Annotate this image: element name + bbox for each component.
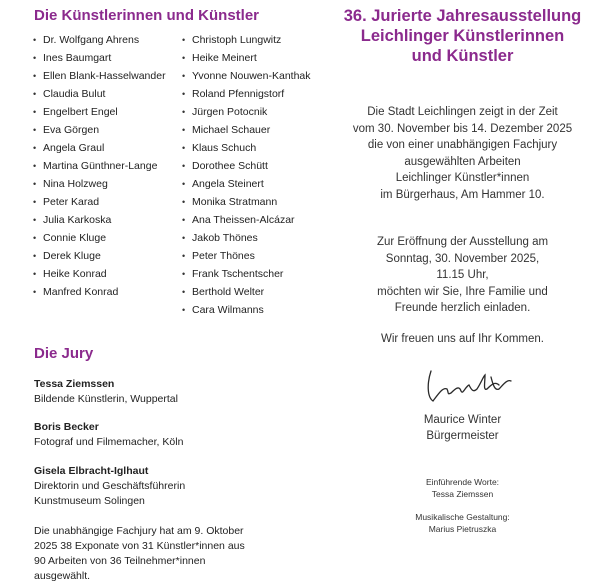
jury-member	[34, 377, 178, 407]
artist-item: • Connie Kluge	[33, 229, 166, 247]
invitation-line: ausgewählten Arbeiten	[404, 155, 521, 168]
artist-item: • Engelbert Engel	[33, 103, 166, 121]
invitation-line: Die Stadt Leichlingen zeigt in der Zeit	[367, 106, 558, 118]
artist-item: • Angela Graul	[33, 139, 166, 157]
jury-member-role: Direktorin und Geschäftsführerin	[34, 480, 186, 492]
music-label: Musikalische Gestaltung:	[415, 512, 510, 522]
artists-heading: Die Künstlerinnen und Künstler	[34, 7, 260, 24]
artist-item: • Jürgen Potocnik	[182, 103, 311, 121]
artist-item: • Eva Görgen	[33, 121, 166, 139]
title-line: 36. Jurierte Jahresausstellung	[343, 7, 582, 25]
opening-line: möchten wir Sie, Ihre Familie und	[377, 285, 548, 298]
artist-item: • Angela Steinert	[182, 175, 311, 193]
invitation-text	[320, 104, 605, 203]
artist-item: • Yvonne Nouwen-Kanthak	[182, 67, 311, 85]
jury-summary-line: 90 Arbeiten von 36 Teilnehmer*innen	[34, 555, 206, 567]
closing-text: Wir freuen uns auf Ihr Kommen.	[381, 333, 544, 345]
artist-list-column-1	[33, 31, 166, 301]
jury-member	[34, 420, 183, 450]
jury-summary-line: ausgewählt.	[34, 570, 91, 582]
artist-item: • Peter Thönes	[182, 247, 311, 265]
music-credit	[320, 512, 605, 535]
opening-line: 11.15 Uhr,	[436, 269, 489, 281]
invitation-line: im Bürgerhaus, Am Hammer 10.	[380, 188, 545, 201]
artist-item: • Frank Tschentscher	[182, 265, 311, 283]
invitation-line: Leichlinger Künstler*innen	[395, 172, 530, 184]
invitation-line: die von einer unabhängigen Fachjury	[367, 139, 558, 151]
opening-line: Zur Eröffnung der Ausstellung am	[376, 236, 549, 248]
jury-member	[34, 464, 185, 509]
title-line: Leichlinger Künstlerinnen	[360, 27, 565, 45]
artist-item: • Monika Stratmann	[182, 193, 311, 211]
artist-item: • Berthold Welter	[182, 283, 311, 301]
artist-item: • Claudia Bulut	[33, 85, 166, 103]
opening-line: Sonntag, 30. November 2025,	[385, 252, 540, 265]
artist-item: • Roland Pfennigstorf	[182, 85, 311, 103]
jury-member-name: Gisela Elbracht-Iglhaut	[34, 465, 149, 477]
invitation-line: vom 30. November bis 14. Dezember 2025	[352, 122, 573, 135]
artist-item: • Heike Meinert	[182, 49, 311, 67]
jury-summary-line: Die unabhängige Fachjury hat am 9. Oktober	[34, 525, 244, 537]
artist-item: • Ana Theissen-Alcázar	[182, 211, 311, 229]
artist-item: • Julia Karkoska	[33, 211, 166, 229]
signer-title: Bürgermeister	[426, 430, 499, 442]
intro-credit	[320, 477, 605, 500]
artist-item: • Heike Konrad	[33, 265, 166, 283]
artist-item: • Peter Karad	[33, 193, 166, 211]
artist-item: • Derek Kluge	[33, 247, 166, 265]
intro-name: Tessa Ziemssen	[431, 488, 494, 499]
music-name: Marius Pietruszka	[428, 523, 497, 534]
jury-member-name: Boris Becker	[34, 421, 99, 433]
artist-item: • Ines Baumgart	[33, 49, 166, 67]
artist-item: • Michael Schauer	[182, 121, 311, 139]
jury-member-role: Bildende Künstlerin, Wuppertal	[34, 393, 178, 405]
title-line: und Künstler	[411, 47, 514, 65]
intro-label: Einführende Worte:	[425, 477, 500, 487]
opening-text	[320, 234, 605, 317]
jury-summary	[34, 524, 279, 584]
artist-item: • Jakob Thönes	[182, 229, 311, 247]
signer	[320, 412, 605, 444]
artist-item: • Ellen Blank-Hasselwander	[33, 67, 166, 85]
artist-item: • Cara Wilmanns	[182, 301, 311, 319]
artist-item: • Christoph Lungwitz	[182, 31, 311, 49]
artist-item: • Dorothee Schütt	[182, 157, 311, 175]
jury-heading: Die Jury	[34, 345, 94, 362]
opening-line: Freunde herzlich einladen.	[394, 302, 531, 314]
jury-member-role: Fotograf und Filmemacher, Köln	[34, 436, 184, 448]
signer-name: Maurice Winter	[423, 414, 502, 426]
jury-member-role: Kunstmuseum Solingen	[34, 495, 145, 507]
exhibition-title	[320, 6, 605, 66]
artist-item: • Nina Holzweg	[33, 175, 166, 193]
signature	[425, 365, 525, 407]
artist-item: • Klaus Schuch	[182, 139, 311, 157]
artist-item: • Martina Günthner-Lange	[33, 157, 166, 175]
artist-list-column-2	[182, 31, 311, 319]
jury-member-name: Tessa Ziemssen	[34, 378, 115, 390]
artist-item: • Dr. Wolfgang Ahrens	[33, 31, 166, 49]
jury-summary-line: 2025 38 Exponate von 31 Künstler*innen aus	[34, 540, 245, 552]
artist-item: • Manfred Konrad	[33, 283, 166, 301]
